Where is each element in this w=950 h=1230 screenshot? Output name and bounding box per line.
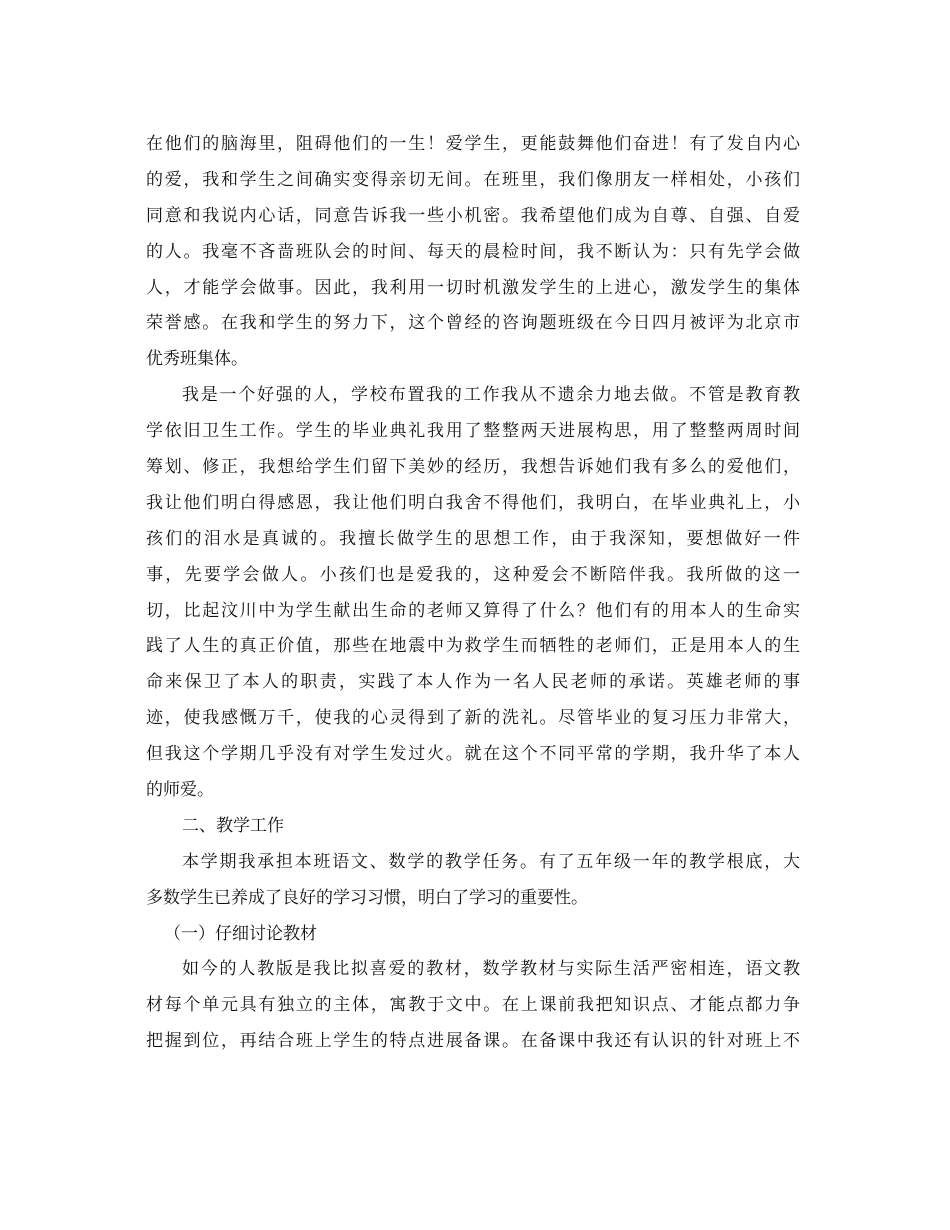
text-line: 的人。我毫不吝啬班队会的时间、每天的晨检时间，我不断认为：只有先学会做 (146, 241, 800, 262)
text-line: 践了人生的真正价值，那些在地震中为救学生而牺牲的老师们，正是用本人的生 (146, 636, 800, 657)
text-line: 我让他们明白得感恩，我让他们明白我舍不得他们，我明白，在毕业典礼上，小 (146, 492, 800, 513)
text-line: 优秀班集体。 (146, 349, 248, 370)
text-line: 我是一个好强的人，学校布置我的工作我从不遗余力地去做。不管是教育教 (182, 385, 800, 406)
text-line: 孩们的泪水是真诚的。我擅长做学生的思想工作，由于我深知，要想做好一件 (146, 528, 800, 549)
text-line: 本学期我承担本班语文、数学的教学任务。有了五年级一年的教学根底，大 (182, 851, 800, 872)
text-line: 把握到位，再结合班上学生的特点进展备课。在备课中我还有认识的针对班上不 (146, 1031, 800, 1052)
text-line: 的爱，我和学生之间确实变得亲切无间。在班里，我们像朋友一样相处，小孩们 (146, 169, 800, 190)
text-line: 事，先要学会做人。小孩们也是爱我的，这种爱会不断陪伴我。我所做的这一 (146, 564, 800, 585)
text-line: 筹划、修正，我想给学生们留下美妙的经历，我想告诉她们我有多么的爱他们， (146, 457, 800, 478)
text-line: 材每个单元具有独立的主体，寓教于文中。在上课前我把知识点、才能点都力争 (146, 995, 800, 1016)
text-line: 迹，使我感慨万千，使我的心灵得到了新的洗礼。尽管毕业的复习压力非常大， (146, 708, 800, 729)
text-line: 但我这个学期几乎没有对学生发过火。就在这个不同平常的学期，我升华了本人 (146, 744, 800, 765)
text-line: 人，才能学会做事。因此，我利用一切时机激发学生的上进心，激发学生的集体 (146, 277, 800, 298)
text-line: 命来保卫了本人的职责，实践了本人作为一名人民老师的承诺。英雄老师的事 (146, 672, 800, 693)
text-line: 多数学生已养成了良好的学习习惯，明白了学习的重要性。 (146, 887, 588, 908)
text-line: 荣誉感。在我和学生的努力下，这个曾经的咨询题班级在今日四月被评为北京市 (146, 313, 800, 334)
document-body (146, 127, 800, 1060)
text-line: 学依旧卫生工作。学生的毕业典礼我用了整整两天进展构思，用了整整两周时间 (146, 421, 800, 442)
text-line: 如今的人教版是我比拟喜爱的教材，数学教材与实际生活严密相连，语文教 (182, 959, 800, 980)
text-line: 在他们的脑海里，阻碍他们的一生！爱学生，更能鼓舞他们奋进！有了发自内心 (146, 134, 800, 154)
text-line: 切，比起汶川中为学生献出生命的老师又算得了什么？他们有的用本人的生命实 (146, 600, 800, 621)
text-line: （一）仔细讨论教材 (164, 923, 317, 944)
text-line: 二、教学工作 (182, 815, 284, 836)
text-line: 同意和我说内心话，同意告诉我一些小机密。我希望他们成为自尊、自强、自爱 (146, 205, 800, 226)
text-line: 的师爱。 (146, 780, 214, 801)
